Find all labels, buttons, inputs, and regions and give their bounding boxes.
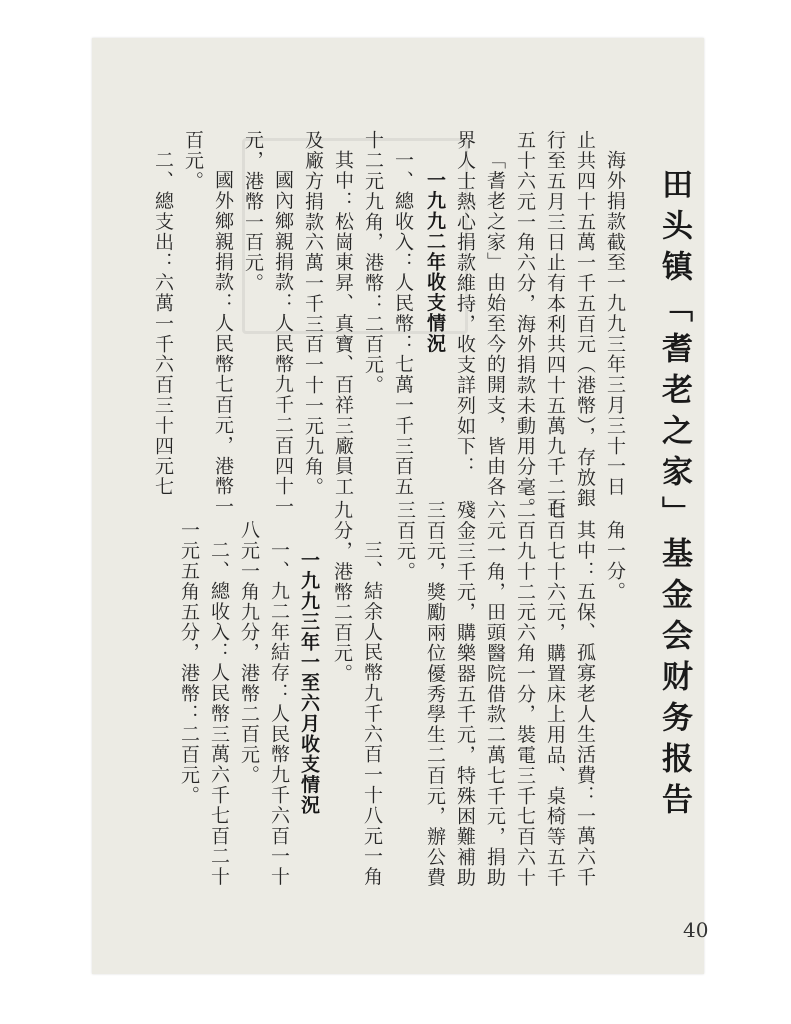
text-column: 一、總收入：人民幣：七萬一千三百五 bbox=[392, 150, 414, 497]
section-heading-1992: 一九九二年收支情況 bbox=[424, 170, 446, 354]
text-column: 行至五月三日止有本利共四十五萬九千二百 bbox=[544, 130, 566, 518]
text-column: 百元。 bbox=[182, 130, 204, 192]
page-number: 40 bbox=[683, 918, 709, 942]
text-column: 元，港幣一百元。 bbox=[242, 130, 264, 294]
text-column: 殘金三千元，購樂器五千元，特殊困難補助 bbox=[454, 500, 476, 888]
text-column: 六元一角，田頭醫院借款二萬七千元，捐助 bbox=[484, 500, 506, 888]
text-column: 三、結余人民幣九千六百一十八元一角 bbox=[361, 540, 383, 887]
text-column: 角一分。 bbox=[604, 520, 626, 602]
text-column: 海外捐款截至一九九三年三月三十一日 bbox=[604, 150, 626, 497]
document-page bbox=[92, 38, 709, 974]
text-column: 八元一角九分，港幣二百元。 bbox=[238, 520, 260, 786]
text-column: 及廠方捐款六萬一千三百一十一元九角。 bbox=[302, 130, 324, 498]
text-column: 三百元。 bbox=[394, 500, 416, 582]
document-title: 田头镇「耆老之家」基金会财务报告 bbox=[656, 168, 692, 824]
text-column: 二百九十二元六角一分，裝電三千七百六十 bbox=[514, 500, 536, 888]
section-heading-1993: 一九九三年一至六月收支情況 bbox=[298, 550, 320, 816]
text-column: 止共四十五萬一千五百元（港幣），存放銀 bbox=[574, 130, 596, 509]
text-column: 十二元九角，港幣：二百元。 bbox=[362, 130, 384, 396]
text-column: 國內鄉親捐款：人民幣九千二百四十一 bbox=[272, 170, 294, 517]
text-column: 九分，港幣二百元。 bbox=[331, 500, 353, 684]
text-column: 二、總支出：六萬一千六百三十四元七 bbox=[152, 150, 174, 497]
text-column: 「耆老之家」由始至今的開支，皆由各 bbox=[484, 150, 506, 497]
text-column: 二、總收入：人民幣三萬六千七百二十 bbox=[208, 540, 230, 887]
text-column: 一、九二年結存：人民幣九千六百一十 bbox=[268, 540, 290, 887]
text-column: 國外鄉親捐款：人民幣七百元，港幣一 bbox=[212, 170, 234, 517]
text-column: 五十六元一角六分，海外捐款未動用分毫。 bbox=[514, 130, 536, 518]
text-column: 界人士熱心捐款維持，收支詳列如下： bbox=[454, 130, 476, 477]
text-column: 七百七十六元，購置床上用品、桌椅等五千 bbox=[544, 500, 566, 888]
text-column: 其中：松崗東昇、真寶、百祥三廠員工 bbox=[332, 150, 354, 497]
text-column: 三百元，獎勵兩位優秀學生二百元，辦公費 bbox=[424, 500, 446, 888]
text-column: 一元五角五分，港幣：二百元。 bbox=[178, 520, 200, 806]
text-column: 其中：五保、孤寡老人生活費：一萬六千 bbox=[574, 520, 596, 888]
